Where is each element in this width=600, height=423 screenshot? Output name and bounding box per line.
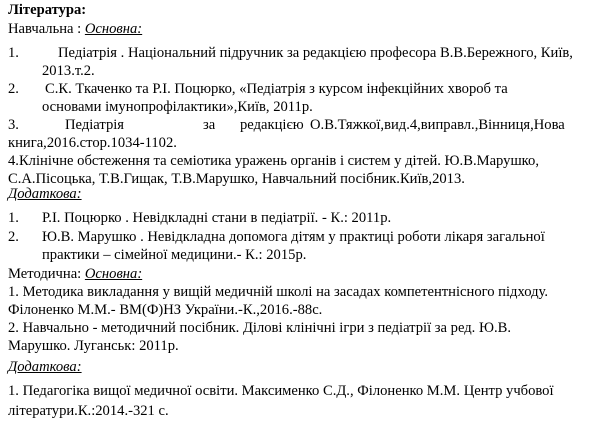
item-text-part-d: О.В.Тяжкої,вид.4,виправл.,Вінниця,Нова [310, 117, 565, 133]
item-text-line1: 4.Клінічне обстеження та семіотика уражень органів і систем у дітей. Ю.В.Марушко, [8, 153, 539, 169]
list-item [8, 81, 592, 117]
main-sublabel: Основна: [84, 266, 143, 282]
section-educational-label [8, 21, 142, 37]
item-text-line1: Педіатрія . Національний підручник за редакцією професора В.В.Бережного, Київ, [58, 45, 573, 61]
section-methodical-label [8, 266, 142, 282]
item-number: 2. [8, 229, 19, 245]
item-text-line1: 1. Педагогіка вищої медичної освіти. Максименко С.Д., Філоненко М.М. Центр учбової [8, 383, 554, 399]
list-item [8, 45, 592, 81]
literature-heading: Література: [8, 2, 87, 18]
item-text-line2: С.А.Пісоцька, Т.В.Гищак, Т.В.Марушко, Навчальний посібник.Київ,2013. [8, 171, 465, 187]
item-text-line1: 1. Методика викладання у вищій медичній школі на засадах компетентнісного підходу. [8, 284, 548, 300]
list-item [8, 320, 592, 356]
list-item [8, 153, 592, 189]
educational-label: Навчальна : [8, 21, 85, 37]
main-sublabel: Основна: [84, 21, 143, 37]
item-text-line2: Марушко. Луганськ: 2011р. [8, 338, 179, 354]
item-number: 3. [8, 117, 19, 133]
item-text-line2: Філоненко М.М.- ВМ(Ф)НЗ України.-К.,2016.-88с. [8, 302, 323, 318]
item-text-line1: Р.І. Поцюрко . Невідкладні стани в педіатрії. - К.: 2011р. [42, 210, 392, 226]
list-item [8, 117, 592, 153]
additional-sublabel: Додаткова: [8, 186, 82, 202]
list-item [8, 229, 592, 265]
item-number: 2. [8, 81, 19, 97]
item-text-line1: 2. Навчально - методичний посібник. Ділові клінічні ігри з педіатрії за ред. Ю.В. [8, 320, 511, 336]
list-item [8, 383, 592, 421]
item-number: 1. [8, 45, 19, 61]
list-item [8, 284, 592, 320]
item-number: 1. [8, 210, 19, 226]
additional-sublabel: Додаткова: [8, 359, 82, 375]
item-text-line1: С.К. Ткаченко та Р.І. Поцюрко, «Педіатрія з курсом інфекційних хвороб та [45, 81, 508, 97]
item-text-line2: основами імунопрофілактики»,Київ, 2011р. [42, 99, 313, 115]
item-text-part-b: за [203, 117, 216, 133]
list-item [8, 210, 592, 228]
item-text-line2: практики – сімейної медицини.- К.: 2015р. [42, 247, 307, 263]
item-text-line2: літератури.К.:2014.-321 с. [8, 403, 169, 419]
item-text-part-a: Педіатрія [65, 117, 125, 133]
methodical-label: Методична: [8, 266, 85, 282]
item-text-line2: 2013.т.2. [42, 63, 95, 79]
item-text-part-c: редакцією [240, 117, 304, 133]
item-text-line1: Ю.В. Марушко . Невідкладна допомога дітям у практиці роботи лікаря загальної [42, 229, 545, 245]
item-text-line2: книга,2016.стор.1034-1102. [8, 135, 177, 151]
